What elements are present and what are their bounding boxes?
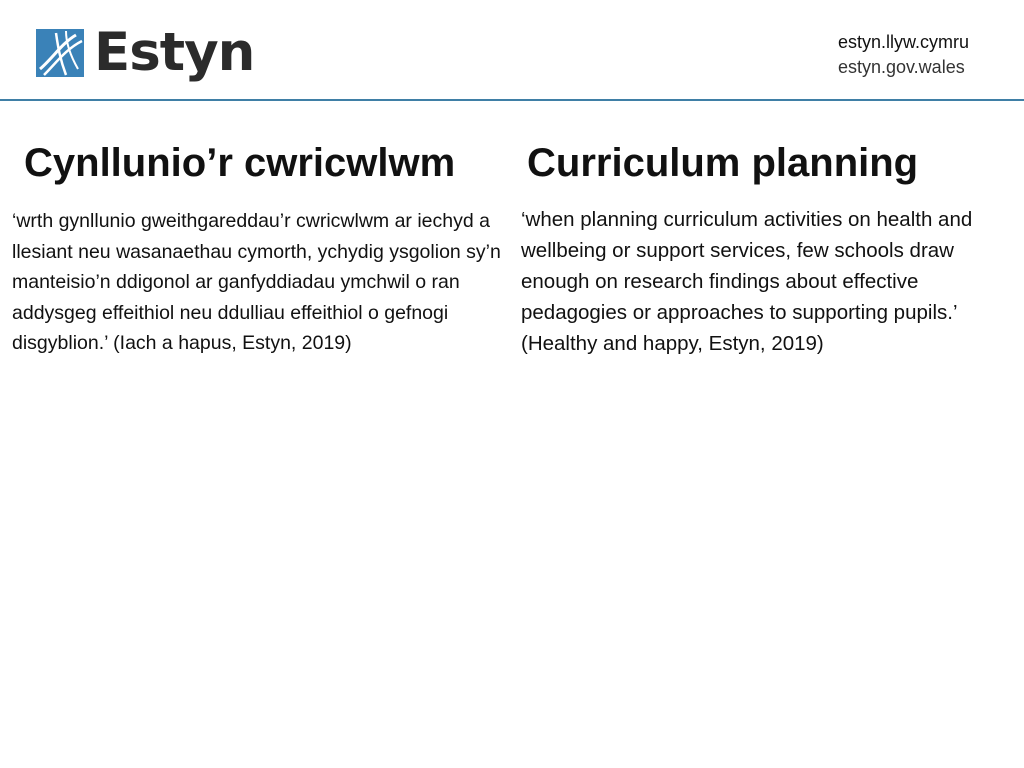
english-quote: ‘when planning curriculum activities on health and wellbeing or support services, few schools draw enough on research findings about effective pedagogies or approaches to supporting pupils.’ (Healthy and happy, Estyn, 2019) (521, 208, 973, 355)
header (0, 0, 1024, 100)
welsh-quote: ‘wrth gynllunio gweithgareddau’r cwricwlwm ar iechyd a llesiant neu wasanaethau cymorth, ychydig ysgolion sy’n manteisio’n ddigonol ar ganfyddiadau ymchwil o ran addysgeg effeithiol neu ddulliau effeithiol o gefnogi disgyblion.’ (Iach a hapus, Estyn, 2019) (12, 210, 501, 355)
english-column (521, 138, 997, 359)
english-site-link[interactable]: estyn.gov.wales (837, 57, 965, 77)
logo-wordmark: Estyn (94, 22, 255, 83)
welsh-site-link[interactable]: estyn.llyw.cymru (837, 32, 969, 52)
estyn-logo (36, 22, 254, 84)
header-divider (0, 99, 1024, 101)
welsh-column (12, 138, 514, 359)
site-links (838, 30, 969, 80)
english-heading: Curriculum planning (527, 141, 919, 185)
welsh-heading: Cynllunio’r cwricwlwm (24, 141, 456, 185)
estyn-logo-icon (36, 29, 84, 77)
